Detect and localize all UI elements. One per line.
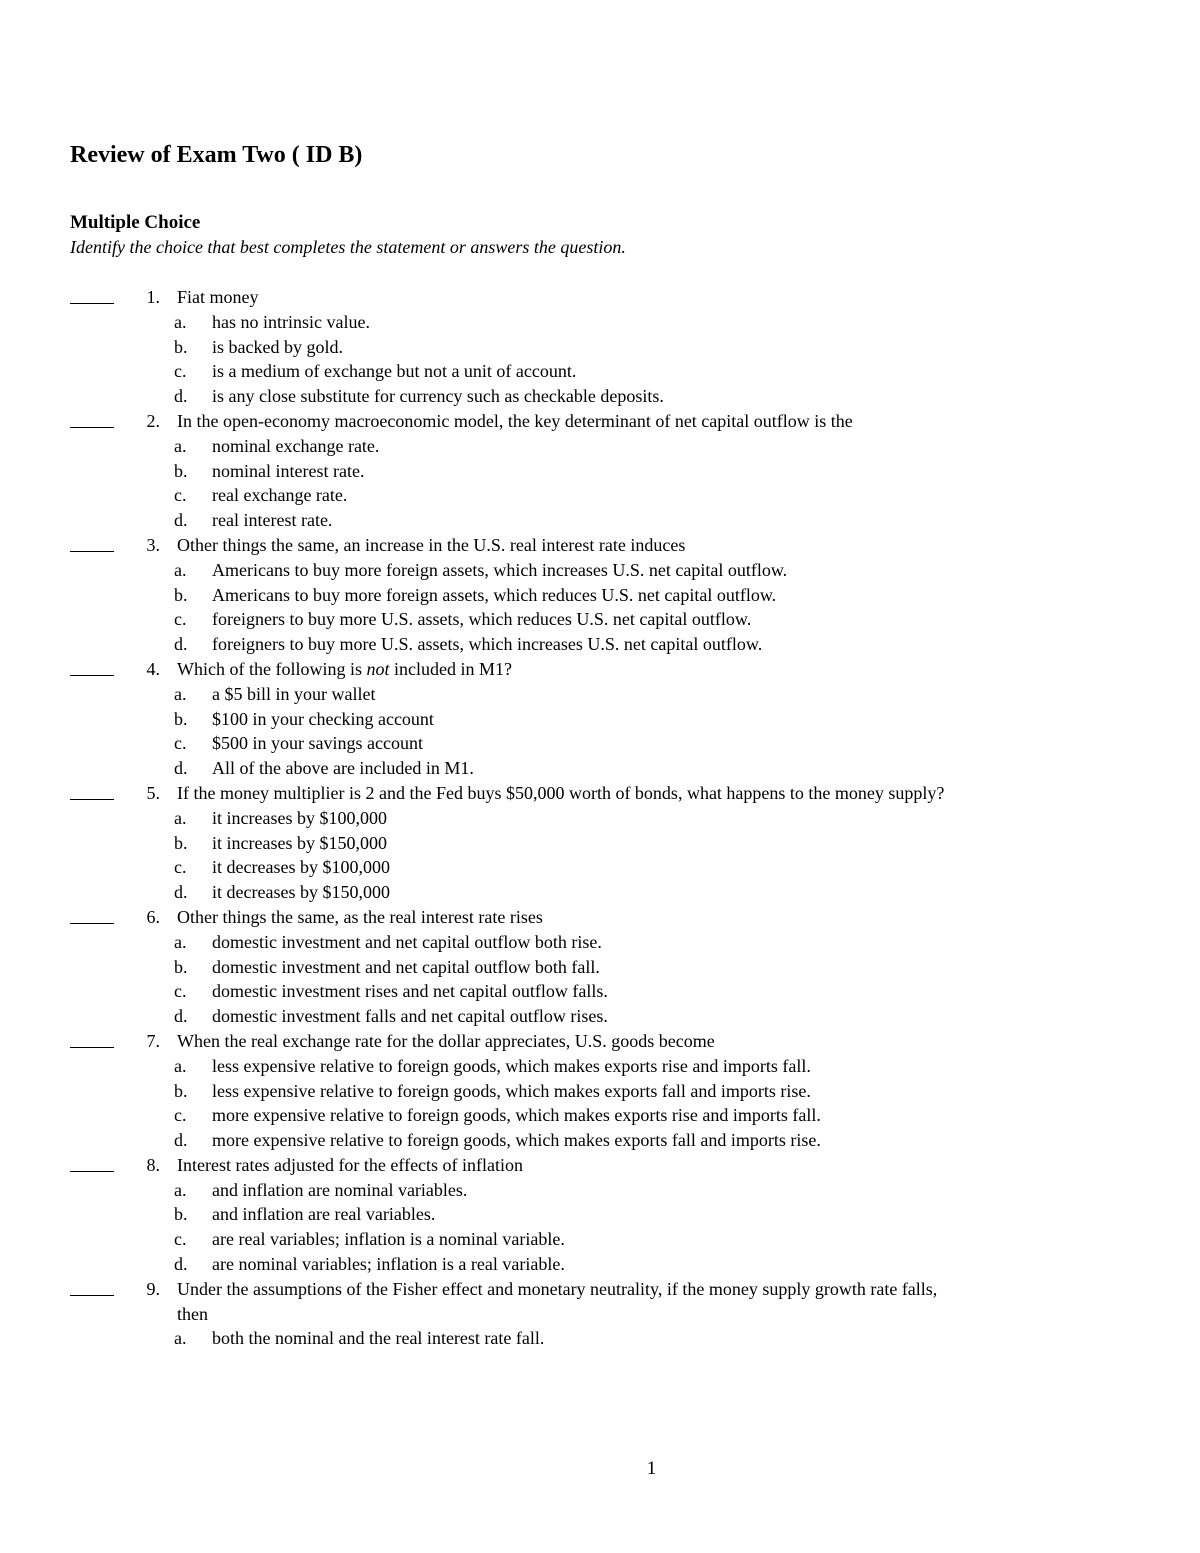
answer-option[interactable]: [0, 1004, 1200, 1029]
option-letter: d.: [174, 1006, 188, 1027]
question-text: When the real exchange rate for the dollar appreciates, U.S. goods become: [177, 1030, 715, 1051]
question-item: [0, 285, 1200, 409]
question-text-part: included in M1?: [389, 658, 512, 679]
answer-option[interactable]: [0, 731, 1200, 756]
question-number: 6.: [146, 906, 160, 927]
answer-blank[interactable]: [70, 1171, 114, 1172]
answer-option[interactable]: [0, 1178, 1200, 1203]
question-number: 8.: [146, 1154, 160, 1175]
option-text: is any close substitute for currency such as checkable deposits.: [212, 386, 664, 407]
question-number: 4.: [146, 658, 160, 679]
question-number: 5.: [146, 782, 160, 803]
answer-option[interactable]: [0, 1103, 1200, 1128]
question-text: Under the assumptions of the Fisher effect and monetary neutrality, if the money supply growth rate falls,: [177, 1278, 938, 1299]
option-text: nominal interest rate.: [212, 460, 365, 481]
option-letter: d.: [174, 634, 188, 655]
option-letter: d.: [174, 386, 188, 407]
question-text-part: Which of the following is: [177, 658, 367, 679]
question-text: Fiat money: [177, 287, 259, 307]
option-text: foreigners to buy more U.S. assets, which increases U.S. net capital outflow.: [212, 634, 763, 655]
option-text: are nominal variables; inflation is a real variable.: [212, 1254, 565, 1275]
question-list: [0, 285, 1200, 1351]
option-letter: b.: [174, 336, 188, 357]
option-text: are real variables; inflation is a nominal variable.: [212, 1229, 565, 1250]
answer-option[interactable]: [0, 583, 1200, 608]
answer-option[interactable]: [0, 682, 1200, 707]
option-text: domestic investment and net capital outflow both rise.: [212, 931, 602, 952]
option-letter: a.: [174, 931, 187, 952]
option-text: Americans to buy more foreign assets, which increases U.S. net capital outflow.: [212, 559, 788, 580]
option-text: it increases by $150,000: [212, 832, 387, 853]
answer-option[interactable]: [0, 756, 1200, 781]
answer-option[interactable]: [0, 1227, 1200, 1252]
answer-option[interactable]: [0, 607, 1200, 632]
option-text: has no intrinsic value.: [212, 311, 370, 332]
option-text: more expensive relative to foreign goods, which makes exports rise and imports fall.: [212, 1105, 821, 1126]
option-letter: d.: [174, 510, 188, 531]
answer-option[interactable]: [0, 558, 1200, 583]
question-stem: [0, 781, 1200, 806]
question-stem: [0, 1153, 1200, 1178]
option-text: $100 in your checking account: [212, 708, 434, 729]
question-item: [0, 533, 1200, 657]
option-letter: c.: [174, 981, 187, 1002]
question-stem: [0, 905, 1200, 930]
answer-option[interactable]: [0, 1128, 1200, 1153]
question-item: [0, 1153, 1200, 1277]
answer-option[interactable]: [0, 880, 1200, 905]
answer-blank[interactable]: [70, 1295, 114, 1296]
option-letter: b.: [174, 1204, 188, 1225]
answer-option[interactable]: [0, 483, 1200, 508]
option-letter: c.: [174, 609, 187, 630]
page-number: 1: [646, 1458, 657, 1479]
question-stem-continued: [0, 1302, 1200, 1327]
option-text: and inflation are real variables.: [212, 1204, 436, 1225]
option-letter: d.: [174, 1130, 188, 1151]
option-text: it increases by $100,000: [212, 807, 387, 828]
answer-option[interactable]: [0, 459, 1200, 484]
question-text: Other things the same, as the real interest rate rises: [177, 906, 543, 927]
answer-blank[interactable]: [70, 799, 114, 800]
answer-option[interactable]: [0, 955, 1200, 980]
question-text: [177, 657, 512, 682]
option-letter: d.: [174, 758, 188, 779]
answer-option[interactable]: [0, 930, 1200, 955]
option-text: a $5 bill in your wallet: [212, 683, 376, 704]
option-letter: c.: [174, 1229, 187, 1250]
answer-option[interactable]: [0, 508, 1200, 533]
option-text: domestic investment and net capital outflow both fall.: [212, 956, 600, 977]
question-text: Other things the same, an increase in the U.S. real interest rate induces: [177, 534, 686, 555]
answer-blank[interactable]: [70, 675, 114, 676]
question-number: 1.: [146, 287, 160, 307]
question-item: [0, 657, 1200, 781]
option-text: nominal exchange rate.: [212, 435, 380, 456]
question-stem: [0, 1029, 1200, 1054]
option-letter: a.: [174, 435, 187, 456]
answer-option[interactable]: [0, 335, 1200, 360]
option-letter: a.: [174, 1328, 187, 1349]
answer-option[interactable]: [0, 434, 1200, 459]
answer-option[interactable]: [0, 979, 1200, 1004]
option-text: real interest rate.: [212, 510, 333, 531]
option-letter: b.: [174, 708, 188, 729]
option-text: is a medium of exchange but not a unit of account.: [212, 361, 577, 382]
question-item: [0, 781, 1200, 905]
option-letter: c.: [174, 1105, 187, 1126]
answer-blank[interactable]: [70, 551, 114, 552]
option-text: and inflation are nominal variables.: [212, 1179, 468, 1200]
answer-option[interactable]: [0, 831, 1200, 856]
option-letter: b.: [174, 956, 188, 977]
option-letter: b.: [174, 460, 188, 481]
option-text: less expensive relative to foreign goods, which makes exports fall and imports rise.: [212, 1080, 811, 1101]
section-title: Multiple Choice: [70, 212, 201, 233]
option-letter: a.: [174, 807, 187, 828]
option-text: it decreases by $150,000: [212, 882, 390, 903]
question-text: In the open-economy macroeconomic model, the key determinant of net capital outflow is the: [177, 410, 853, 431]
option-letter: d.: [174, 1254, 188, 1275]
answer-option[interactable]: [0, 1326, 1200, 1351]
question-number: 3.: [146, 534, 160, 555]
question-stem: [0, 285, 1200, 310]
option-text: it decreases by $100,000: [212, 857, 390, 878]
answer-blank[interactable]: [70, 303, 114, 304]
question-stem: [0, 657, 1200, 682]
question-item: [0, 905, 1200, 1029]
option-text: $500 in your savings account: [212, 733, 423, 754]
answer-option[interactable]: [0, 359, 1200, 384]
answer-option[interactable]: [0, 384, 1200, 409]
option-text: is backed by gold.: [212, 336, 343, 357]
option-letter: a.: [174, 1179, 187, 1200]
question-emphasis: not: [366, 658, 390, 679]
question-text: If the money multiplier is 2 and the Fed buys $50,000 worth of bonds, what happens to the money supply?: [177, 782, 945, 803]
option-text: more expensive relative to foreign goods, which makes exports fall and imports rise.: [212, 1130, 821, 1151]
question-number: 2.: [146, 410, 160, 431]
option-letter: b.: [174, 832, 188, 853]
question-stem: [0, 1277, 1200, 1302]
answer-option[interactable]: [0, 1202, 1200, 1227]
answer-blank[interactable]: [70, 1047, 114, 1048]
question-stem: [0, 409, 1200, 434]
page-title: Review of Exam Two ( ID B): [70, 142, 363, 168]
answer-option[interactable]: [0, 1252, 1200, 1277]
option-letter: a.: [174, 1055, 187, 1076]
question-number: 9.: [146, 1278, 160, 1299]
option-text: real exchange rate.: [212, 485, 348, 506]
option-letter: c.: [174, 361, 187, 382]
answer-option[interactable]: [0, 707, 1200, 732]
question-text: Interest rates adjusted for the effects of inflation: [177, 1154, 524, 1175]
question-text: then: [177, 1303, 208, 1324]
answer-option[interactable]: [0, 806, 1200, 831]
option-text: All of the above are included in M1.: [212, 758, 474, 779]
option-letter: b.: [174, 584, 188, 605]
answer-option[interactable]: [0, 1054, 1200, 1079]
option-letter: a.: [174, 559, 187, 580]
option-text: both the nominal and the real interest rate fall.: [212, 1328, 545, 1349]
option-letter: c.: [174, 733, 187, 754]
question-item: [0, 1277, 1200, 1351]
answer-blank[interactable]: [70, 427, 114, 428]
option-text: domestic investment falls and net capital outflow rises.: [212, 1006, 608, 1027]
option-letter: c.: [174, 857, 187, 878]
option-text: foreigners to buy more U.S. assets, which reduces U.S. net capital outflow.: [212, 609, 752, 630]
answer-blank[interactable]: [70, 923, 114, 924]
question-item: [0, 1029, 1200, 1153]
question-stem: [0, 533, 1200, 558]
answer-option[interactable]: [0, 1079, 1200, 1104]
option-letter: c.: [174, 485, 187, 506]
answer-option[interactable]: [0, 310, 1200, 335]
option-letter: a.: [174, 311, 187, 332]
option-letter: d.: [174, 882, 188, 903]
option-letter: a.: [174, 683, 187, 704]
question-number: 7.: [146, 1030, 160, 1051]
answer-option[interactable]: [0, 632, 1200, 657]
answer-option[interactable]: [0, 855, 1200, 880]
option-letter: b.: [174, 1080, 188, 1101]
option-text: Americans to buy more foreign assets, which reduces U.S. net capital outflow.: [212, 584, 777, 605]
option-text: less expensive relative to foreign goods, which makes exports rise and imports fall.: [212, 1055, 811, 1076]
option-text: domestic investment rises and net capital outflow falls.: [212, 981, 608, 1002]
question-item: [0, 409, 1200, 533]
instructions: Identify the choice that best completes the statement or answers the question.: [70, 237, 626, 257]
